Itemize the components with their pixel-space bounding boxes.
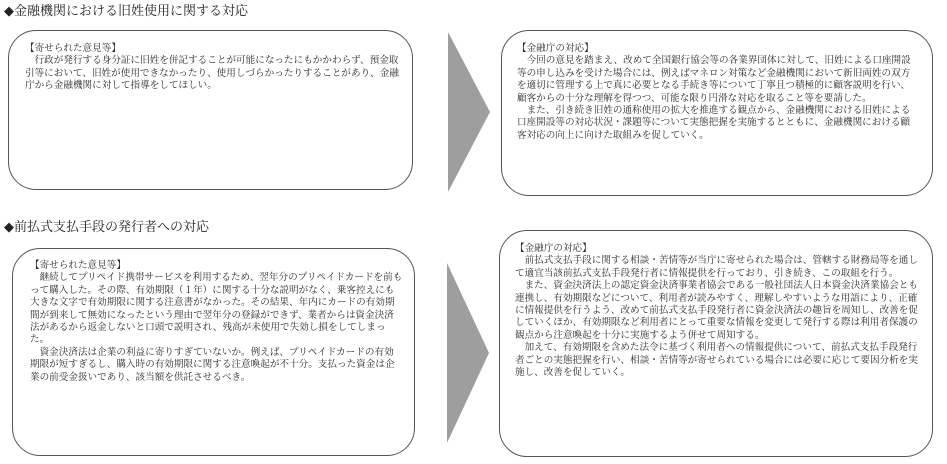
response-heading: 【金融庁の対応】 bbox=[515, 243, 592, 254]
opinion-heading: 【寄せられた意見等】 bbox=[25, 43, 121, 54]
response-text-kyusei bbox=[517, 43, 919, 142]
opinion-paragraph: 資金決済法は企業の利益に寄りすぎていないか。例えば、プリペイドカードの有効期限が短すぎるし、購入時の有効期限に関する注意喚起が不十分。支払った資金は企業の前受金扱いであり、該当額を供託させるべき。 bbox=[30, 346, 395, 383]
response-paragraph: 今回の意見を踏まえ、改めて全国銀行協会等の各業界団体に対して、旧姓による口座開設等の申し込みを受けた場合には、例えばマネロン対策など金融機関において新旧両姓の双方を適切に管理する上で真に必要となる手続き等について丁寧且つ積極的に顧客説明を行い、顧客からの十分な理解を得つつ、可能な限り円滑な対応を取ること等を要請した。 bbox=[517, 55, 911, 104]
response-paragraph: また、引き続き旧姓の通称使用の拡大を推進する観点から、金融機関における旧姓による口座開設等の対応状況・課題等について実態把握を実施するとともに、金融機関における顧客対応の向上に向けた取組みを促していく。 bbox=[517, 105, 911, 141]
response-box-prepaid bbox=[499, 230, 933, 457]
arrow-right-icon bbox=[448, 32, 490, 192]
opinion-paragraph: 行政が発行する身分証に旧姓を併記することが可能になったにもかかわらず、預金取引等において、旧姓が使用できなかったり、使用しづらかったりすることがあり、金融庁から金融機関に対して指導をしてほしい。 bbox=[25, 55, 399, 92]
arrow-shape bbox=[447, 263, 489, 443]
response-paragraph: また、資金決済法上の認定資金決済事業者協会である一般社団法人日本資金決済業協会とも連携し、有効期限などについて、利用者が読みやすく、理解しやすいような用語により、正確に情報提供を行うよう、改めて前払式支払手段発行者に資金決済法の趣旨を周知し、改善を促していくほか、有効期限など利用者にとって重要な情報を変更して発行する際は利用者保護の観点から注意喚起を十分に実施するよう併せて周知する。 bbox=[515, 280, 918, 341]
response-paragraph: 前払式支払手段に関する相談・苦情等が当庁に寄せられた場合は、管轄する財務局等を通して適宜当該前払式支払手段発行者に情報提供を行っており、引き続き、この取組を行う。 bbox=[515, 255, 918, 279]
arrow-shape bbox=[448, 32, 490, 192]
opinion-text-prepaid bbox=[30, 260, 403, 384]
response-text-prepaid bbox=[515, 243, 921, 379]
section-title-kyusei: ◆金融機関における旧姓使用に関する対応 bbox=[4, 4, 248, 19]
arrow-right-icon bbox=[447, 263, 489, 443]
opinion-box-prepaid bbox=[12, 248, 415, 456]
response-heading: 【金融庁の対応】 bbox=[517, 43, 594, 54]
response-box-kyusei bbox=[501, 30, 933, 196]
opinion-text-kyusei bbox=[25, 43, 400, 93]
opinion-heading: 【寄せられた意見等】 bbox=[30, 260, 126, 271]
section-title-prepaid: ◆前払式支払手段の発行者への対応 bbox=[4, 220, 209, 235]
opinion-box-kyusei bbox=[8, 30, 413, 190]
response-paragraph: 加えて、有効期限を含めた法令に基づく利用者への情報提供について、前払式支払手段発行者ごとの実態把握を行い、相談・苦情等が寄せられている場合には必要に応じて要因分析を実施し、改善を促していく。 bbox=[515, 342, 918, 379]
opinion-paragraph: 継続してプリペイド携帯サービスを利用するため、翌年分のプリペイドカードを前もって購入した。その際、有効期限（１年）に関する十分な説明がなく、乗客控えにも大きな文字で有効期限に関する注意書がなかった。その結果、年内にカードの有効期間が到来して無効になったという理由で翌年分の登録ができず、業者からは資金決済法があるから返金しないと口頭で説明され、残高が未使用で失効し損をしてしまった。 bbox=[30, 272, 403, 346]
